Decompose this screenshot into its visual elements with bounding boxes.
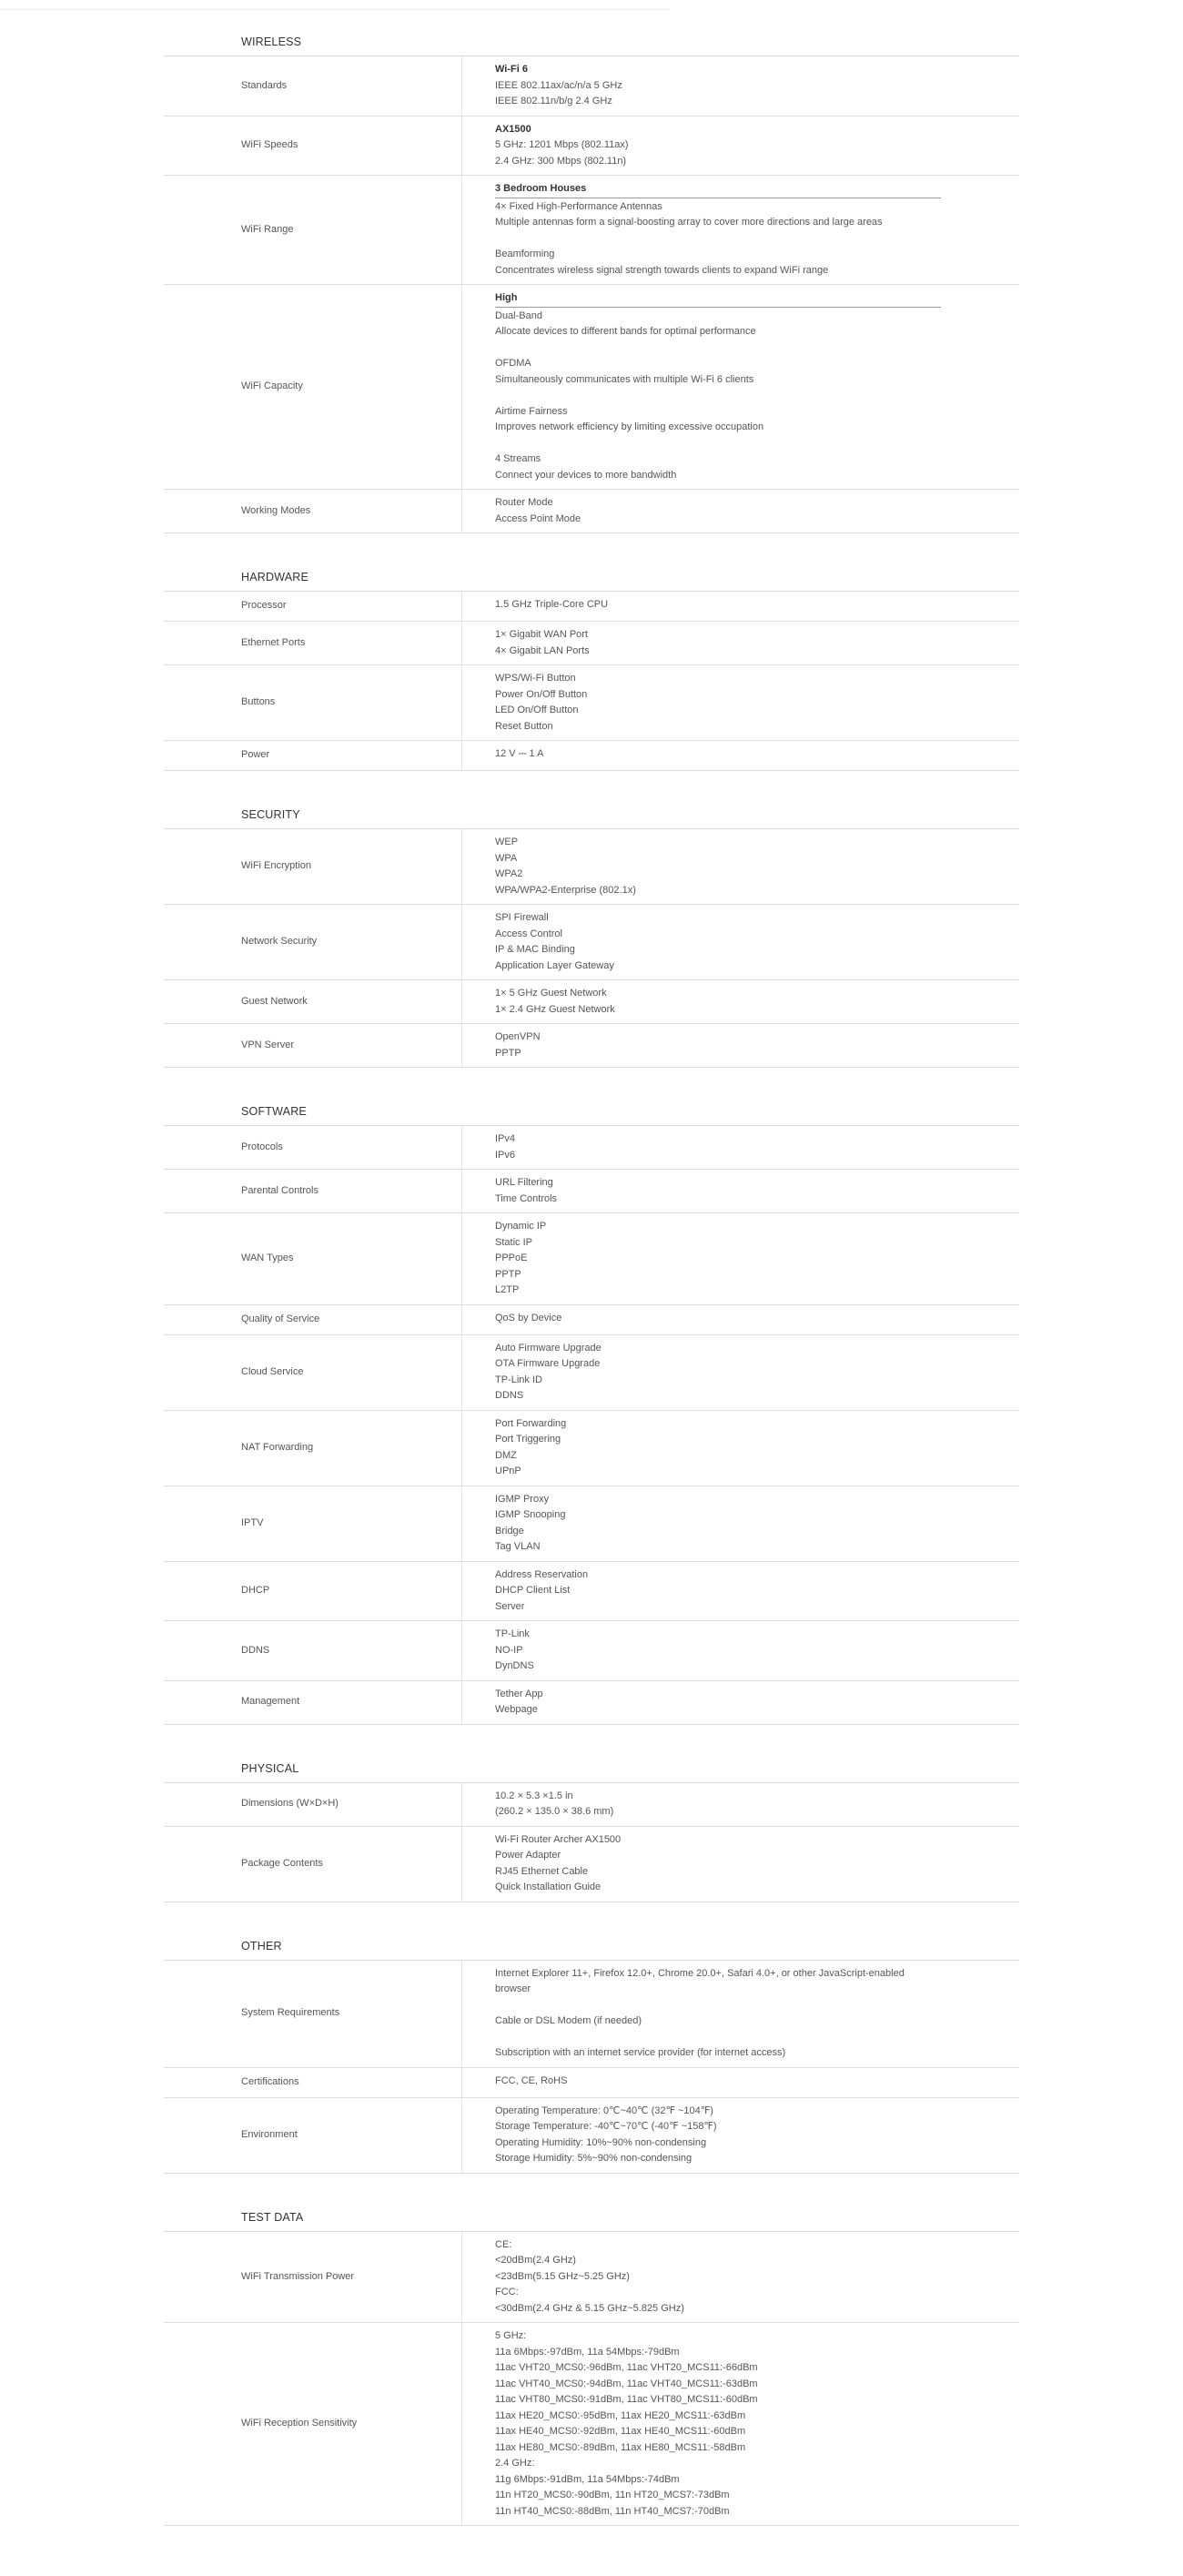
spec-section-hardware <box>164 564 1019 771</box>
spec-values <box>462 741 1019 770</box>
spec-value: 3 Bedroom Houses <box>495 181 941 198</box>
spec-label: Ethernet Ports <box>164 622 462 664</box>
spec-value: WPS/Wi-Fi Button <box>495 673 576 684</box>
spec-value: 11a 6Mbps:-97dBm, 11a 54Mbps:-79dBm <box>495 2346 680 2358</box>
spec-value: Access Control <box>495 928 562 939</box>
spec-label: DHCP <box>164 1562 462 1621</box>
spec-values <box>462 2323 1019 2525</box>
spec-row <box>164 1486 1019 1562</box>
spec-section-software <box>164 1099 1019 1725</box>
spec-value: Webpage <box>495 1704 538 1715</box>
spec-value: Auto Firmware Upgrade <box>495 1342 602 1354</box>
spec-value: Tether App <box>495 1688 543 1699</box>
spec-values <box>462 592 1019 621</box>
spec-label: Power <box>164 741 462 770</box>
spec-value: RJ45 Ethernet Cable <box>495 1865 589 1877</box>
spec-value: Operating Temperature: 0℃~40℃ (32℉ ~104℉) <box>495 2104 713 2116</box>
spec-value: 4 Streams <box>495 453 541 464</box>
spec-value: Wi-Fi Router Archer AX1500 <box>495 1833 622 1845</box>
spec-value: Connect your devices to more bandwidth <box>495 469 677 481</box>
spec-values <box>462 905 1019 979</box>
spec-label: WAN Types <box>164 1213 462 1304</box>
spec-value: SPI Firewall <box>495 912 549 923</box>
spec-value: TP-Link ID <box>495 1374 542 1385</box>
spec-row <box>164 1024 1019 1068</box>
spec-values <box>462 829 1019 904</box>
spec-value: PPTP <box>495 1268 521 1280</box>
spec-label: Quality of Service <box>164 1305 462 1334</box>
spec-value: NO-IP <box>495 1644 523 1656</box>
spec-section-test-data <box>164 2205 1019 2527</box>
spec-section-wireless <box>164 29 1019 533</box>
spec-value: WPA2 <box>495 868 523 879</box>
spec-value: QoS by Device <box>495 1312 562 1323</box>
spec-value: AX1500 <box>495 123 531 135</box>
spec-value: 5 GHz: <box>495 2330 527 2341</box>
spec-values <box>462 1783 1019 1826</box>
spec-values <box>462 1024 1019 1067</box>
spec-value: URL Filtering <box>495 1177 553 1188</box>
spec-row <box>164 1783 1019 1827</box>
spec-label: Guest Network <box>164 980 462 1023</box>
spec-value: 2.4 GHz: <box>495 2458 535 2469</box>
spec-row <box>164 1562 1019 1622</box>
spec-label: Package Contents <box>164 1827 462 1902</box>
spec-value: DHCP Client List <box>495 1585 571 1596</box>
spec-value: 11ax HE80_MCS0:-89dBm, 11ax HE80_MCS11:-58dBm <box>495 2441 746 2453</box>
spec-value: OTA Firmware Upgrade <box>495 1358 601 1369</box>
spec-row <box>164 622 1019 665</box>
spec-value: Operating Humidity: 10%~90% non-condensing <box>495 2136 707 2148</box>
spec-row <box>164 829 1019 905</box>
spec-value: IGMP Snooping <box>495 1509 566 1520</box>
spec-label: Buttons <box>164 665 462 740</box>
spec-value: 1× Gigabit WAN Port <box>495 629 588 640</box>
spec-value: 11ac VHT80_MCS0:-91dBm, 11ac VHT80_MCS11:-60dBm <box>495 2394 758 2405</box>
spec-values <box>462 2068 1019 2097</box>
spec-value: CE: <box>495 2238 512 2250</box>
spec-value: OpenVPN <box>495 1031 541 1042</box>
spec-label: Dimensions (W×D×H) <box>164 1783 462 1826</box>
spec-row <box>164 1213 1019 1305</box>
spec-label: WiFi Reception Sensitivity <box>164 2323 462 2525</box>
spec-label: NAT Forwarding <box>164 1411 462 1486</box>
section-title: TEST DATA <box>164 2205 1019 2232</box>
spec-values <box>462 1827 1019 1902</box>
spec-row <box>164 1681 1019 1725</box>
spec-value: IEEE 802.11n/b/g 2.4 GHz <box>495 96 612 106</box>
spec-row <box>164 592 1019 622</box>
spec-value: L2TP <box>495 1284 520 1295</box>
spec-values <box>462 980 1019 1023</box>
spec-row <box>164 665 1019 741</box>
spec-value: Router Mode <box>495 497 553 508</box>
spec-value: 1.5 GHz Triple-Core CPU <box>495 599 609 610</box>
spec-value: FCC, CE, RoHS <box>495 2074 568 2086</box>
spec-row <box>164 1827 1019 1902</box>
spec-value: PPTP <box>495 1047 521 1059</box>
spec-value: 5 GHz: 1201 Mbps (802.11ax) <box>495 139 629 150</box>
spec-values <box>462 56 1019 116</box>
spec-value: DDNS <box>495 1390 524 1401</box>
spec-value: FCC: <box>495 2287 519 2297</box>
spec-values <box>462 665 1019 740</box>
spec-values <box>462 2232 1019 2323</box>
spec-row <box>164 2098 1019 2174</box>
spec-row <box>164 2068 1019 2098</box>
section-title: SECURITY <box>164 802 1019 829</box>
spec-row <box>164 741 1019 771</box>
spec-row <box>164 1305 1019 1335</box>
top-divider <box>0 9 669 10</box>
spec-value-spacer <box>495 340 1019 357</box>
spec-section-security <box>164 802 1019 1068</box>
spec-value: WPA <box>495 852 518 864</box>
spec-value-spacer <box>495 388 1019 404</box>
spec-label: WiFi Transmission Power <box>164 2232 462 2323</box>
spec-value: 11ac VHT20_MCS0:-96dBm, 11ac VHT20_MCS11:-66dBm <box>495 2362 758 2373</box>
spec-values <box>462 1486 1019 1561</box>
spec-label: Cloud Service <box>164 1335 462 1410</box>
spec-value: Storage Humidity: 5%~90% non-condensing <box>495 2153 693 2164</box>
spec-value: Concentrates wireless signal strength towards clients to expand WiFi range <box>495 264 829 276</box>
spec-value: 12 V ⎓ 1 A <box>495 748 544 759</box>
spec-value: WPA/WPA2-Enterprise (802.1x) <box>495 884 636 896</box>
spec-value: Airtime Fairness <box>495 405 568 417</box>
spec-value: <23dBm(5.15 GHz~5.25 GHz) <box>495 2270 630 2282</box>
spec-row <box>164 1126 1019 1170</box>
spec-value: High <box>495 290 941 308</box>
spec-value: IPv4 <box>495 1133 516 1144</box>
spec-values <box>462 1126 1019 1169</box>
spec-values <box>462 1961 1019 2067</box>
spec-values <box>462 285 1019 489</box>
spec-value: DMZ <box>495 1449 517 1461</box>
spec-label: DDNS <box>164 1621 462 1680</box>
spec-row <box>164 905 1019 980</box>
spec-label: WiFi Range <box>164 176 462 284</box>
spec-values <box>462 1562 1019 1621</box>
spec-value: <30dBm(2.4 GHz & 5.15 GHz~5.825 GHz) <box>495 2302 684 2314</box>
spec-value-spacer <box>495 1998 1019 2014</box>
spec-label: Certifications <box>164 2068 462 2097</box>
spec-value: Wi-Fi 6 <box>495 64 528 75</box>
spec-value: DynDNS <box>495 1660 534 1671</box>
spec-row <box>164 2323 1019 2526</box>
spec-label: Management <box>164 1681 462 1724</box>
spec-value: Time Controls <box>495 1192 558 1204</box>
spec-value: Server <box>495 1600 525 1612</box>
section-title: WIRELESS <box>164 29 1019 56</box>
spec-value: Subscription with an internet service provider (for internet access) <box>495 2047 786 2058</box>
spec-section-physical <box>164 1756 1019 1902</box>
spec-label: IPTV <box>164 1486 462 1561</box>
spec-value: 11ac VHT40_MCS0:-94dBm, 11ac VHT40_MCS11:-63dBm <box>495 2378 758 2389</box>
spec-values <box>462 2098 1019 2173</box>
spec-values <box>462 1621 1019 1680</box>
spec-value: Port Triggering <box>495 1434 561 1445</box>
spec-value: UPnP <box>495 1465 521 1476</box>
spec-label: Working Modes <box>164 490 462 532</box>
spec-value: 4× Fixed High-Performance Antennas <box>495 200 662 212</box>
spec-value: Internet Explorer 11+, Firefox 12.0+, Chrome 20.0+, Safari 4.0+, or other JavaScript-enabled browser <box>495 1967 905 1994</box>
spec-values <box>462 1411 1019 1486</box>
spec-row <box>164 1621 1019 1681</box>
spec-label: WiFi Capacity <box>164 285 462 489</box>
spec-value-spacer <box>495 231 1019 248</box>
spec-value: Access Point Mode <box>495 512 581 524</box>
spec-values <box>462 117 1019 176</box>
spec-value: 11g 6Mbps:-91dBm, 11a 54Mbps:-74dBm <box>495 2473 680 2485</box>
spec-row <box>164 117 1019 177</box>
spec-label: Protocols <box>164 1126 462 1169</box>
spec-value: Static IP <box>495 1236 532 1248</box>
spec-value: <20dBm(2.4 GHz) <box>495 2255 576 2266</box>
spec-value: Beamforming <box>495 248 555 259</box>
spec-value: WEP <box>495 837 519 847</box>
spec-value: Reset Button <box>495 720 553 732</box>
spec-value: Dynamic IP <box>495 1221 547 1232</box>
spec-value: (260.2 × 135.0 × 38.6 mm) <box>495 1806 614 1817</box>
spec-value: Address Reservation <box>495 1568 589 1580</box>
spec-value: PPPoE <box>495 1253 528 1263</box>
spec-label: VPN Server <box>164 1024 462 1067</box>
spec-value: Power Adapter <box>495 1850 561 1861</box>
spec-row <box>164 285 1019 490</box>
spec-row <box>164 2232 1019 2324</box>
spec-value: Improves network efficiency by limiting excessive occupation <box>495 421 764 432</box>
spec-value: IEEE 802.11ax/ac/n/a 5 GHz <box>495 79 622 91</box>
spec-value: 11ax HE40_MCS0:-92dBm, 11ax HE40_MCS11:-60dBm <box>495 2426 746 2437</box>
section-title: SOFTWARE <box>164 1099 1019 1126</box>
spec-value: Power On/Off Button <box>495 688 588 700</box>
spec-value: LED On/Off Button <box>495 705 579 715</box>
section-title: PHYSICAL <box>164 1756 1019 1783</box>
spec-section-other <box>164 1933 1019 2174</box>
spec-row <box>164 1961 1019 2068</box>
spec-values <box>462 176 1019 284</box>
spec-label: Network Security <box>164 905 462 979</box>
spec-value: Multiple antennas form a signal-boosting array to cover more directions and large areas <box>495 217 883 228</box>
spec-value: Allocate devices to different bands for optimal performance <box>495 326 756 337</box>
spec-value: 1× 5 GHz Guest Network <box>495 988 607 999</box>
spec-value: Application Layer Gateway <box>495 959 614 971</box>
spec-value: TP-Link <box>495 1628 530 1639</box>
spec-value: 1× 2.4 GHz Guest Network <box>495 1003 615 1015</box>
spec-value: Storage Temperature: -40℃~70℃ (-40℉ ~158℉) <box>495 2121 717 2132</box>
spec-value: Cable or DSL Modem (if needed) <box>495 2015 642 2026</box>
section-title: HARDWARE <box>164 564 1019 592</box>
spec-values <box>462 1170 1019 1212</box>
spec-values <box>462 490 1019 532</box>
spec-row <box>164 1170 1019 1213</box>
spec-value: Bridge <box>495 1525 524 1536</box>
spec-values <box>462 1213 1019 1304</box>
spec-value: 10.2 × 5.3 ×1.5 in <box>495 1790 573 1801</box>
spec-values <box>462 1681 1019 1724</box>
spec-values <box>462 1335 1019 1410</box>
spec-value: IPv6 <box>495 1149 516 1161</box>
spec-row <box>164 490 1019 533</box>
spec-label: Standards <box>164 56 462 116</box>
spec-value: IP & MAC Binding <box>495 944 575 955</box>
spec-value: 11n HT20_MCS0:-90dBm, 11n HT20_MCS7:-73dBm <box>495 2490 730 2500</box>
spec-row <box>164 56 1019 117</box>
spec-value: 11n HT40_MCS0:-88dBm, 11n HT40_MCS7:-70dBm <box>495 2505 730 2517</box>
spec-value: Tag VLAN <box>495 1541 541 1552</box>
spec-label: WiFi Speeds <box>164 117 462 176</box>
spec-label: WiFi Encryption <box>164 829 462 904</box>
spec-label: Environment <box>164 2098 462 2173</box>
spec-label: Processor <box>164 592 462 621</box>
spec-value: 4× Gigabit LAN Ports <box>495 644 590 656</box>
spec-value: 11ax HE20_MCS0:-95dBm, 11ax HE20_MCS11:-63dBm <box>495 2409 746 2421</box>
section-title: OTHER <box>164 1933 1019 1961</box>
spec-label: Parental Controls <box>164 1170 462 1212</box>
spec-row <box>164 1335 1019 1411</box>
spec-values <box>462 1305 1019 1334</box>
spec-values <box>462 622 1019 664</box>
spec-row <box>164 1411 1019 1486</box>
spec-value: IGMP Proxy <box>495 1493 550 1505</box>
spec-label: System Requirements <box>164 1961 462 2067</box>
spec-value: Port Forwarding <box>495 1417 567 1429</box>
spec-row <box>164 176 1019 285</box>
spec-value: Simultaneously communicates with multiple Wi-Fi 6 clients <box>495 373 754 385</box>
spec-value-spacer <box>495 436 1019 452</box>
spec-row <box>164 980 1019 1024</box>
spec-value: 2.4 GHz: 300 Mbps (802.11n) <box>495 155 627 167</box>
spec-table <box>164 29 1019 2526</box>
spec-value-spacer <box>495 2030 1019 2046</box>
spec-value: OFDMA <box>495 358 531 369</box>
spec-value: Quick Installation Guide <box>495 1881 602 1892</box>
spec-value: Dual-Band <box>495 309 542 321</box>
